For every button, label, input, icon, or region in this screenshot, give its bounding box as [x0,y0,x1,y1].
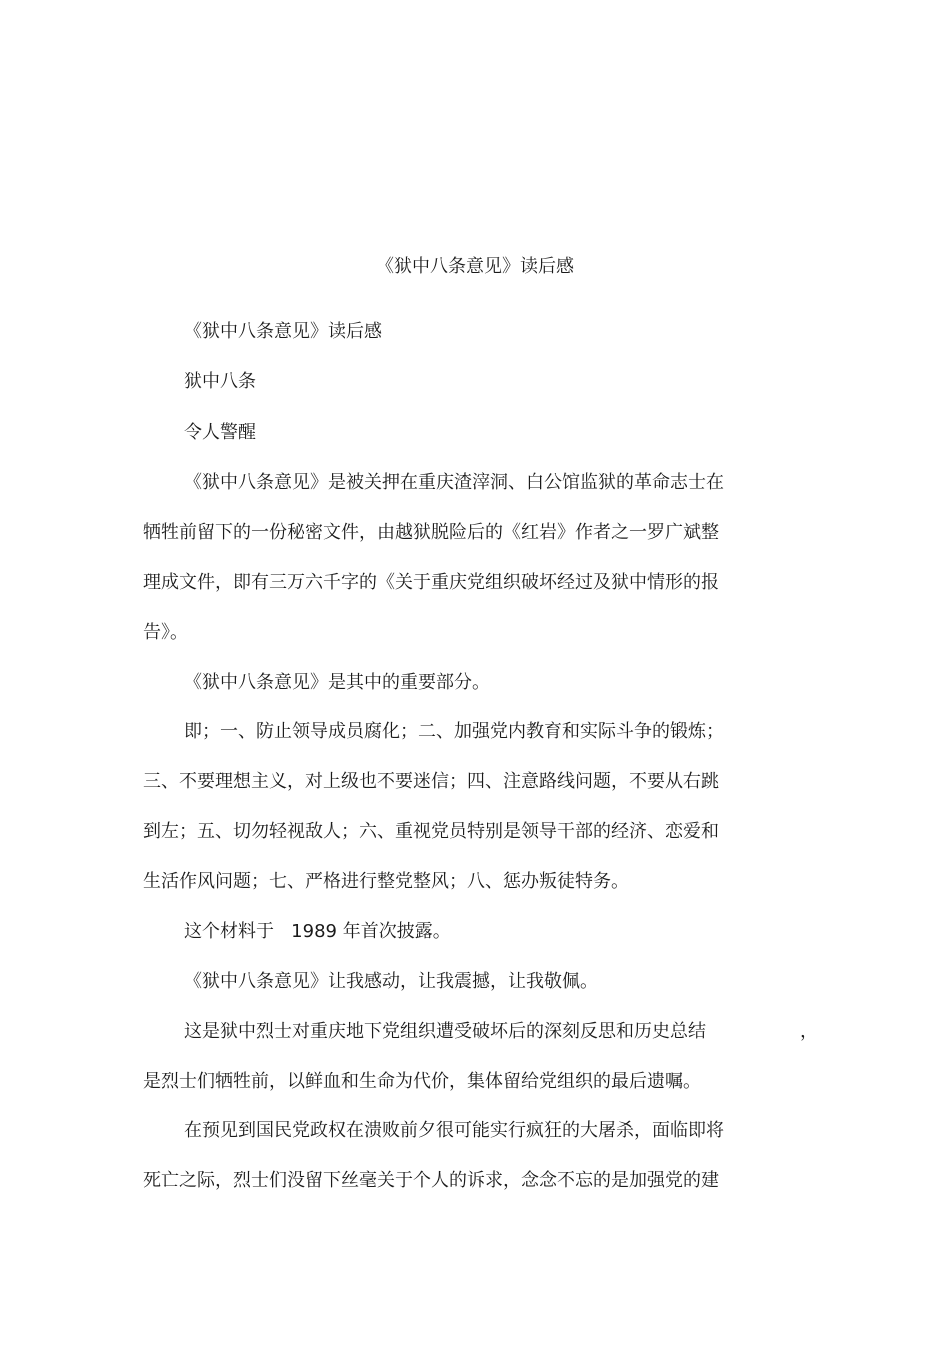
paragraph-line: 《狱中八条意见》让我感动，让我震撼，让我敬佩。 [184,971,598,992]
paragraph-line: 令人警醒 [184,422,256,443]
paragraph-line: 在预见到国民党政权在溃败前夕很可能实行疯狂的大屠杀，面临即将 [184,1120,724,1141]
paragraph-line: 告》。 [143,622,188,643]
paragraph-line: 狱中八条 [184,371,256,392]
paragraph-line: 牺牲前留下的一份秘密文件，由越狱脱险后的《红岩》作者之一罗广斌整 [143,522,719,543]
paragraph-line: 即；一、防止领导成员腐化；二、加强党内教育和实际斗争的锻炼； [184,721,724,742]
paragraph-line: 死亡之际，烈士们没留下丝毫关于个人的诉求，念念不忘的是加强党的建 [143,1170,719,1191]
paragraph-line: 生活作风问题；七、严格进行整党整风；八、惩办叛徒特务。 [143,871,629,892]
paragraph-line: 《狱中八条意见》是其中的重要部分。 [184,672,490,693]
paragraph-line: 《狱中八条意见》是被关押在重庆渣滓洞、白公馆监狱的革命志士在 [184,472,724,493]
document-title: 《狱中八条意见》读后感 [376,256,574,277]
paragraph-line: 到左；五、切勿轻视敌人；六、重视党员特别是领导干部的经济、恋爱和 [143,821,719,842]
paragraph-line: 这个材料于 1989 年首次披露。 [184,921,451,942]
paragraph-line: 三、不要理想主义，对上级也不要迷信；四、注意路线问题，不要从右跳 [143,771,719,792]
paragraph-line: 是烈士们牺牲前，以鲜血和生命为代价，集体留给党组织的最后遗嘱。 [143,1071,701,1092]
paragraph-line: 这是狱中烈士对重庆地下党组织遭受破坏后的深刻反思和历史总结 [184,1021,706,1042]
trailing-comma: ， [800,1021,818,1042]
paragraph-line: 《狱中八条意见》读后感 [184,321,382,342]
paragraph-line: 理成文件，即有三万六千字的《关于重庆党组织破坏经过及狱中情形的报 [143,572,719,593]
